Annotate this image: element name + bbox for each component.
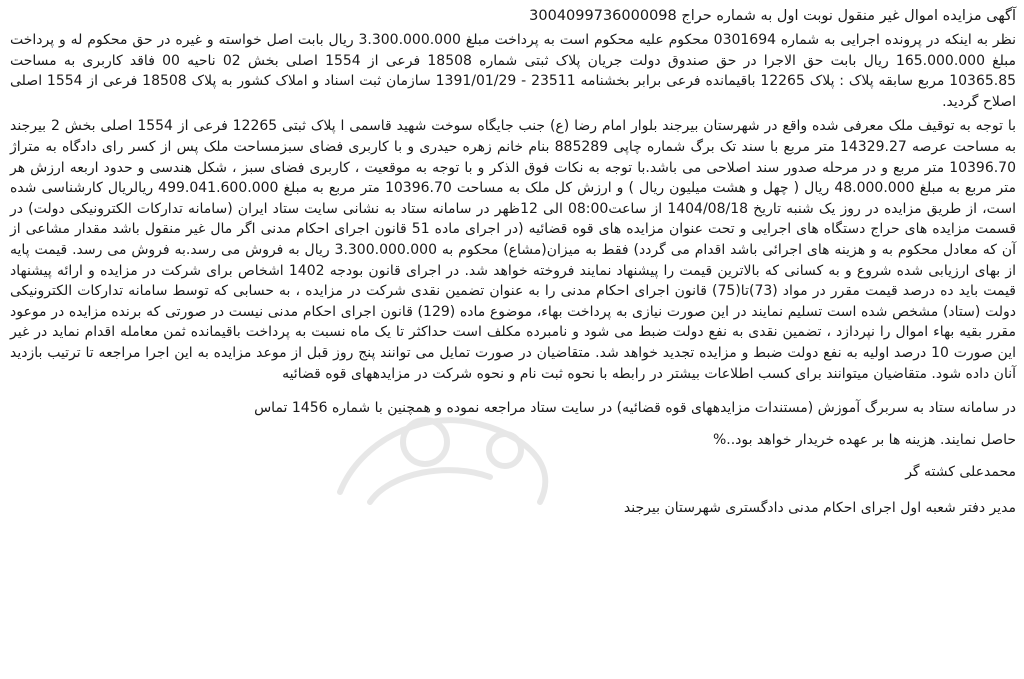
signer-name: محمدعلی کشته گر [905, 464, 1016, 481]
signer-title: مدیر دفتر شعبه اول اجرای احکام مدنی دادگستری شهرستان بیرجند [623, 500, 1016, 517]
notice-samaneh-line: در سامانه ستاد به سربرگ آموزش (مستندات مزایدههای قوه قضائیه) در سایت ستاد مراجعه نموده و همچنین با شماره 1456 تماس [254, 400, 1016, 417]
notice-paragraph-2: با توجه به توقیف ملک معرفی شده واقع در شهرستان بیرجند بلوار امام رضا (ع) جنب جایگاه سوخت شهید قاسمی ا پلاک ثبتی 12265 فرعی از 1554 اصلی بخش 2 بیرجند به مساحت عرصه 14329.27 متر مربع با سند تک برگ شماره چاپی 885289 بنام خانم زهره حیدری و با کاربری فضای سبزمساحت ملک پس از کسر رای دادگاه به متراژ 10396.70 متر مربع و در مرحله صدور سند اصلاحی می باشد.با توجه به نکات فوق الذکر و با توجه به موقعیت ، کاربری فضای سبز ، شکل هندسی و حدود اربعه ارزش هر متر مربع به مبلغ 48.000.000 ریال ( چهل و هشت میلیون ریال ) و ارزش کل ملک به مساحت 10396.70 متر مربع به مبلغ 499.041.600.000 ریالریال کارشناسی شده است، از طریق مزایده در روز یک شنبه تاریخ 1404/08/18 از ساعت08:00 الی 12ظهر در سامانه ستاد به نشانی سایت ستاد ایران (سامانه تدارکات الکترونیکی دولت) در قسمت مزایده های حراج دستگاه های اجرایی و تحت عنوان مزایده های قوه قضائیه (در اجرای ماده 51 قانون اجرای احکام مدنی اگر مال غیر منقول باشد مقدار مشاعی از آن که معادل محکوم به و هزینه های اجرائی باشد اقدام می گردد) فقط به میزان(مشاع) محکوم به 3.300.000.000 ریال به فروش می رسد.به فروش می رسد. قیمت پایه از بهای ارزیابی شده شروع و به کسانی که بالاترین قیمت را پیشنهاد نمایند فروخته خواهد شد. در اجرای قانون بودجه 1402 اشخاص برای شرکت در مزایده و ارائه پیشنهاد قیمت باید ده درصد قیمت مقرر در مواد (73)تا(75) قانون اجرای احکام مدنی را به عنوان تضمین نقدی شرکت در مزایده ، به حسابی که توسط سامانه تدارکات الکترونیکی دولت (ستاد) مشخص شده است تسلیم نمایند در این صورت نیازی به پرداخت بهاء، موضوع ماده (129) قانون اجرای احکام مدنی نیست در صورتی که برنده مزایده در موعود مقرر بقیه بهاء اموال را نپردازد ، تضمین نقدی به نفع دولت ضبط می شود و نامبرده مکلف است حداکثر تا یک ماه نسبت به پرداخت باقیمانده ثمن معامله اقدام نماید در غیر این صورت 10 درصد اولیه به نفع دولت ضبط و مزایده تجدید خواهد شد. متقاضیان در صورت تمایل می توانند پنج روز قبل از موعد مزایده به این اجرا مراجعه تا ترتیب بازدید آنان داده شود. متقاضیان میتوانند برای کسب اطلاعات بیشتر در رابطه با نحوه ثبت نام و نحوه شرکت در مزایدههای قوه قضائیه [10, 118, 1017, 382]
notice-paragraph-1: نظر به اینکه در پرونده اجرایی به شماره 0301694 محکوم علیه محکوم است به پرداخت مبلغ 3.300.000.000 ریال بابت اصل خواسته و غیره در حق محکوم له و پرداخت مبلغ 165.000.000 ریال بابت حق الاجرا در حق صندوق دولت جریان پلاک ثبتی شماره 18508 فرعی از 1554 اصلی بخش 02 ناحیه 00 فاقد کاربری به مساحت 10365.85 مربع سابقه پلاک : پلاک 12265 باقیمانده فرعی برابر بخشنامه 23511 - 1391/01/29 سازمان ثبت اسناد و املاک کشور به پلاک 18508 فرعی از 1554 اصلی اصلاح گردید. [10, 32, 1017, 110]
notice-title: آگهی مزایده اموال غیر منقول نوبت اول به شماره حراج 3004099736000098 [529, 8, 1016, 24]
notice-fees-line: حاصل نمایند. هزینه ها بر عهده خریدار خواهد بود..% [712, 432, 1016, 449]
